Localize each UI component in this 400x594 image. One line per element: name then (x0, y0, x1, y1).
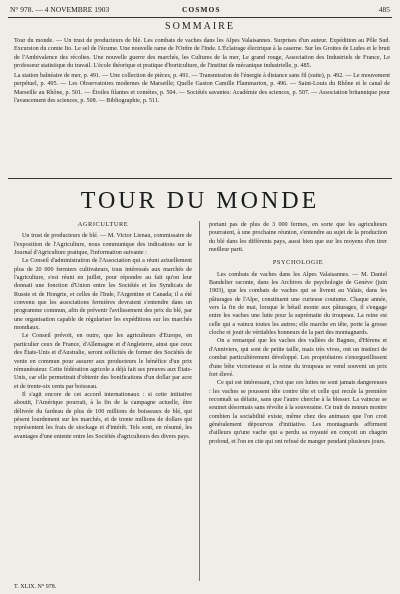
section-title: TOUR DU MONDE (80, 188, 320, 214)
right-heading: PSYCHOLOGIE (272, 259, 324, 267)
summary-title: SOMMAIRE (165, 21, 235, 32)
paragraph: Les combats de vaches dans les Alpes Valaisannes. — M. Daniel Bandelier raconte, dans les Archives de psychologie de Genève (juin 1903), que les combats de vaches qui se livrent au Valais, dans les pâturages de l'Alpe, constituent une curieuse coutume. Chaque année, vers la fin de mai, lorsque le bétail monte aux pâturages, il s'engage entre les vaches une lutte pour la suprématie du troupeau. La reine est celle qui a vaincu toutes les autres; elle marche en tête, porte la grosse cloche et jouit de véritables honneurs de la part des montagnards. (209, 271, 387, 337)
header-rule (8, 17, 392, 18)
paragraph: Le Conseil d'administration de l'Association qui a réuni actuellement plus de 20 000 fermiers cultivateurs, tous intéressés aux marchés de l'agriculture, s'est réuni en juillet, pour répondre au fait qu'on leur donnait une fonction d'Union entre les Sociétés et les Syndicats de Russie et de Hongrie, et celles de l'Inde, l'Argentine et Canada; il a été convenu que les associations fermières devraient s'entendre dans un programme commun, afin de prévenir l'avilissement des prix du blé, par une organisation capable de régulariser les expéditions sur les marchés mondiaux. (14, 258, 192, 332)
issue-number: N° 978. — 4 NOVEMBRE 1903 (10, 5, 110, 14)
right-column (209, 221, 387, 446)
paragraph: portant pas de plus de 3 000 fermes, en sorte que les agriculteurs pourraient, à une prochaine réunion, s'entendre au sujet de la production du blé dans les différents pays, aussi bien que sur les moyens d'en tirer meilleur parti. (209, 222, 387, 254)
paragraph: Ce qui est intéressant, c'est que ces luttes ne sont jamais dangereuses : les vaches se poussent tête contre tête et celle qui recule la première reconnaît sa défaite, sans que l'autre cherche à la blesser. La vaincue se soumet désormais sans révolte à la souveraine. Ce trait de mœurs montre combien la sociabilité existe, même chez des animaux que l'on croit généralement dépourvus d'initiative. Les montagnards affirment d'ailleurs qu'une vache qui a perdu sa royauté en conçoit un chagrin profond, et l'on en cite qui ont refusé de manger pendant plusieurs jours. (209, 380, 387, 445)
left-column (14, 221, 192, 441)
summary-paragraph: Tour du monde. — Un trust de producteurs de blé. Les combats de vaches dans les Alpes Valaisannes. Surprises d'un auteur. Expédition au Pôle Sud. Excursion du comte Ito. Le sel de l'écume. Une nouvelle rame de l'Ordre de l'Inde. L'Éclairage électrique à la caserne. Sur les Grottes de Ludes et le bruit de l'Ambivalence des récoltes. Une nouvelle guerre des marchés, les Cultures de la mer, Le grand rouge, Association des Industriels de France, Le professeur statistique du travail. L'école théorique et pratique d'horticulture, de l'institut de mécanique industrielle, p. 485. (14, 38, 390, 69)
paragraph: Il s'agit encore de cet accord internationaux : si cette initiative aboutit, l'Amérique pourrait, à la fin de la campagne actuelle, être délivrée du fardeau de plus de 100 millions de boisseaux de blé, qui pèsent lourdement sur les marchés, et de trente millions de dollars qui représentent les frais de stockage et d'intérêt. Tels sont, en résumé, les avantages d'une entente entre les Sociétés d'agriculteurs des divers pays. (14, 391, 192, 440)
paragraph: On a remarqué que les vaches des vallées de Bagnes, d'Hérens et d'Anniviers, qui sont de petite taille, mais très vives, ont un instinct de combat particulièrement développé. Les propriétaires s'enorgueillissent d'une bête victorieuse et la reine du troupeau se vend souvent un prix fort élevé. (209, 338, 387, 378)
page-number: 485 (378, 5, 390, 14)
section-rule (8, 178, 392, 179)
paragraph: Un trust de producteurs de blé. — M. Victor Lienau, commissaire de l'exposition de l'Agriculture, nous communique des indications sur le Journal d'Agriculture pratique, l'information suivante : (14, 233, 192, 257)
footer-signature: T. XLIX. N° 978. (14, 584, 57, 590)
paragraph: Le Conseil prévoit, en outre, que les agriculteurs d'Europe, en particulier ceux de France, d'Allemagne et d'Angleterre, ainsi que ceux des États-Unis et d'Australie, seront sollicités de former des Sociétés de vente en commun pour assurer aux producteurs le bénéfice d'un prix rémunérateur. Cette fédération agricole a déjà fait ses preuves aux États-Unis, car elle permettrait d'obtenir des bonifications d'un dollar par acre et de trente-six cents par boisseau. (14, 333, 192, 390)
summary-paragraph: La station balnéaire de mer, p. 491. — Une collection de pièces, p. 491. — Transmission de l'énergie à distance sans fil (suite), p. 492. — Le mouvement perpétuel, p. 495. — Les Observatoires modernes de Marseille; Quelle Gaston Camille Flammarion, p. 496. — Saint-Louis du Rhône et le canal de Marseille au Rhône, p. 501. — Étoiles filantes et comètes, p. 504. — Sociétés savantes: Académie des sciences, p. 507. — Association britannique pour l'avancement des sciences, p. 508. — Bibliographie, p. 511. (14, 73, 390, 105)
journal-name: COSMOS (182, 5, 221, 14)
column-divider (199, 221, 200, 581)
running-header (0, 2, 400, 18)
summary-text (14, 37, 390, 105)
left-heading: AGRICULTURE (77, 221, 129, 228)
